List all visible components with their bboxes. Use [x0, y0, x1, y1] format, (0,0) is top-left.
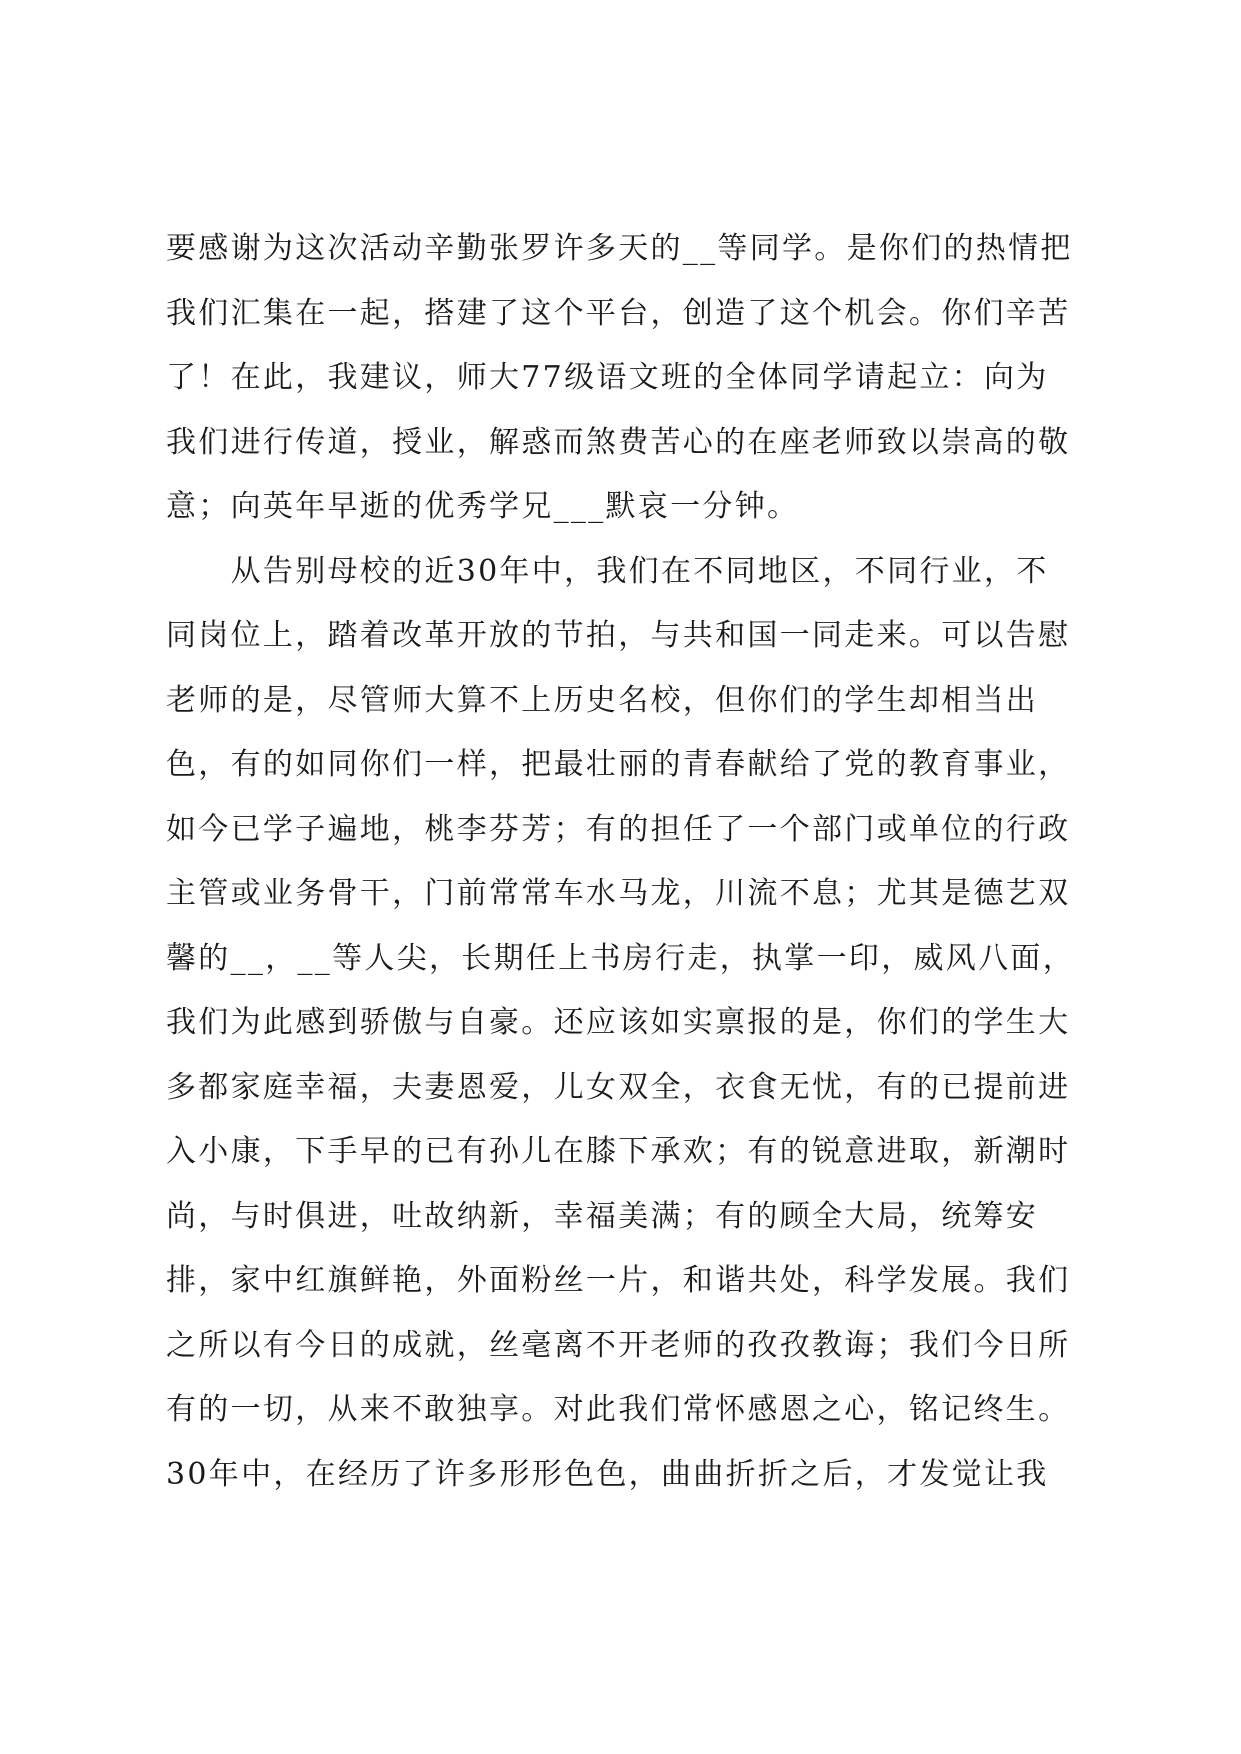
text-line: 主管或业务骨干，门前常常车水马龙，川流不息；尤其是德艺双: [166, 876, 1071, 911]
text-line: 色，有的如同你们一样，把最壮丽的青春献给了党的教育事业，: [166, 747, 1071, 782]
text-line: 有的一切，从来不敢独享。对此我们常怀感恩之心，铭记终生。: [166, 1392, 1071, 1427]
text-line: 入小康，下手早的已有孙儿在膝下承欢；有的锐意进取，新潮时: [166, 1134, 1071, 1169]
text-line: 了！在此，我建议，师大77级语文班的全体同学请起立：向为: [166, 360, 1049, 395]
text-line: 尚，与时俱进，吐故纳新，幸福美满；有的顾全大局，统筹安: [166, 1198, 1039, 1234]
body-text: [166, 227, 1096, 1517]
text-line: 排，家中红旗鲜艳，外面粉丝一片，和谐共处，科学发展。我们: [166, 1263, 1071, 1298]
text-line: 要感谢为这次活动辛勤张罗许多天的__等同学。是你们的热情把: [166, 231, 1073, 266]
text-line: 我们为此感到骄傲与自豪。还应该如实禀报的是，你们的学生大: [166, 1005, 1071, 1040]
text-line: 老师的是，尽管师大算不上历史名校，但你们的学生却相当出: [166, 682, 1039, 718]
text-line: 意；向英年早逝的优秀学兄___默哀一分钟。: [166, 489, 800, 524]
text-line: 之所以有今日的成就，丝毫离不开老师的孜孜教诲；我们今日所: [166, 1327, 1071, 1363]
text-line: 我们进行传道，授业，解惑而煞费苦心的在座老师致以崇高的敬: [166, 424, 1071, 460]
text-line: 馨的__，__等人尖，长期任上书房行走，执掌一印，威风八面，: [166, 940, 1075, 976]
text-line: 我们汇集在一起，搭建了这个平台，创造了这个机会。你们辛苦: [166, 295, 1071, 331]
text-line: 多都家庭幸福，夫妻恩爱，儿女双全，衣食无忧，有的已提前进: [166, 1069, 1071, 1105]
text-line: 从告别母校的近30年中，我们在不同地区，不同行业，不: [166, 553, 1049, 589]
text-line: 30年中，在经历了许多形形色色，曲曲折折之后，才发觉让我: [166, 1456, 1049, 1492]
text-line: 同岗位上，踏着改革开放的节拍，与共和国一同走来。可以告慰: [166, 618, 1071, 653]
text-line: 如今已学子遍地，桃李芬芳；有的担任了一个部门或单位的行政: [166, 811, 1071, 847]
